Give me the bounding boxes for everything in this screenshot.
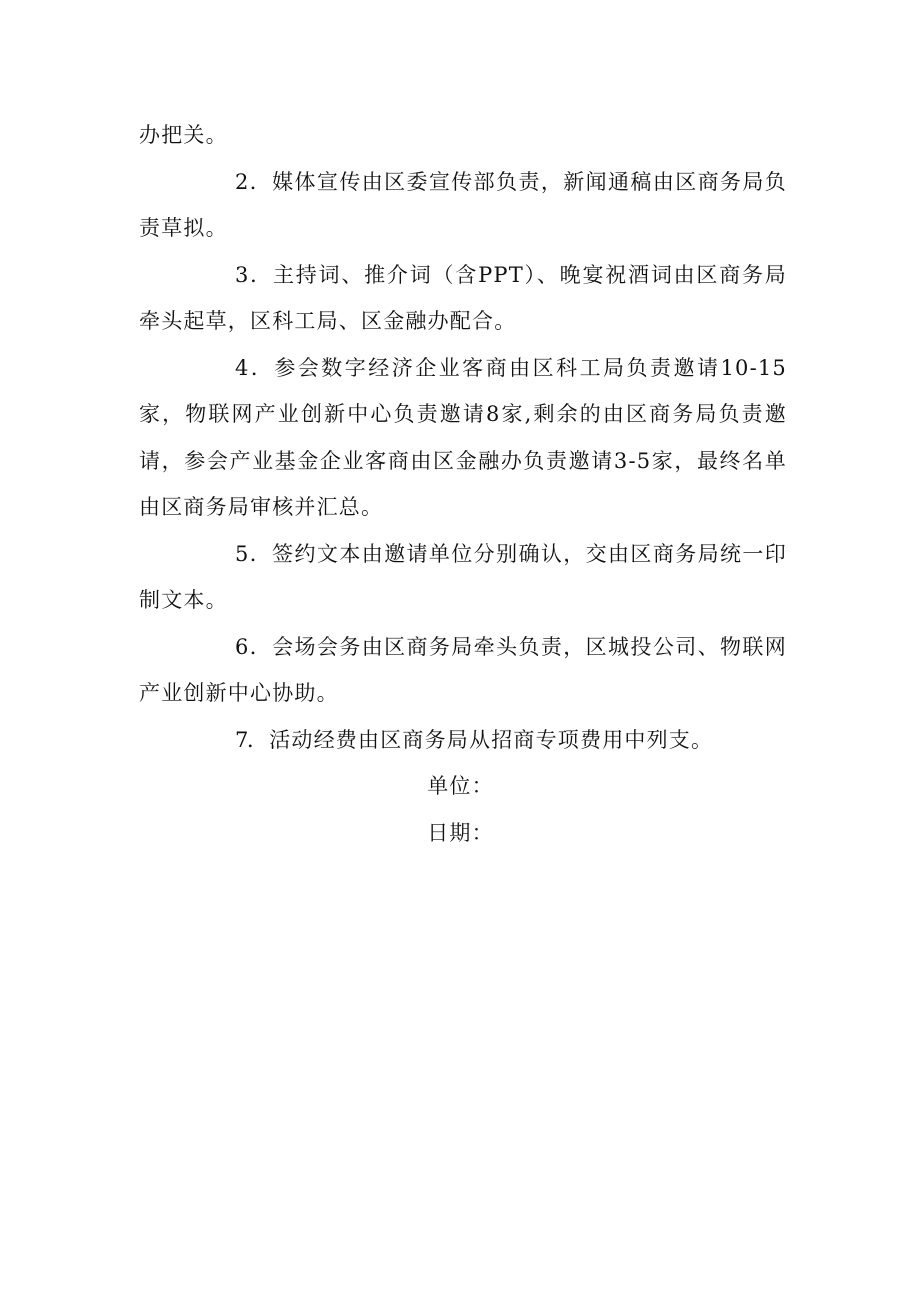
item-number: 7: [235, 727, 250, 752]
signature-unit: 单位：: [427, 774, 494, 798]
item-paragraph-7: [139, 717, 787, 764]
document-body: [139, 112, 787, 856]
item-paragraph-6: [139, 624, 787, 717]
item-text: ．主持词、推介词（含PPT）、晚宴祝酒词由区商务局牵头起草，区科工局、区金融办配合。: [139, 262, 787, 333]
item-number: 3: [235, 262, 250, 287]
item-text: ．活动经费由区商务局从招商专项费用中列支。: [247, 727, 714, 752]
signature-date: 日期：: [427, 820, 494, 845]
item-number: 4: [235, 355, 250, 380]
item-text: ．媒体宣传由区委宣传部负责，新闻通稿由区商务局负责草拟。: [139, 169, 787, 240]
continuation-paragraph: 办把关。: [139, 123, 228, 147]
item-number: 2: [235, 169, 250, 194]
item-text: ．会场会务由区商务局牵头负责，区城投公司、物联网产业创新中心协助。: [139, 634, 787, 705]
item-paragraph-4: [139, 345, 787, 531]
item-paragraph-5: [139, 531, 787, 624]
item-number: 6: [235, 634, 250, 659]
item-text: ．签约文本由邀请单位分别确认，交由区商务局统一印制文本。: [139, 541, 787, 612]
item-text: ．参会数字经济企业客商由区科工局负责邀请10-15家，物联网产业创新中心负责邀请8家,剩余的由区商务局负责邀请，参会产业基金企业客商由区金融办负责邀请3-5家，最终名单由区商务局审核并汇总。: [139, 355, 787, 519]
item-paragraph-3: [139, 252, 787, 345]
item-number: 5: [235, 541, 250, 566]
item-paragraph-2: [139, 159, 787, 252]
